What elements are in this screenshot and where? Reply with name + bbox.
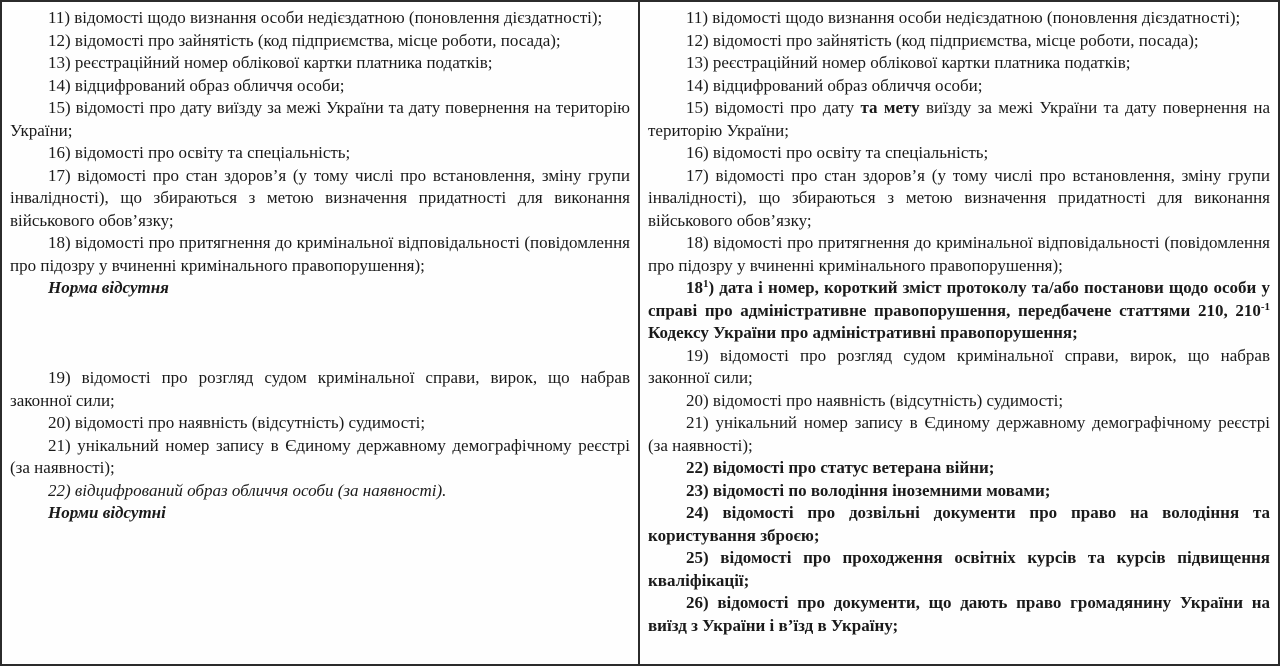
item-26 (648, 592, 1270, 637)
item-17 (10, 165, 630, 233)
item-16 (648, 142, 1270, 165)
item-21 (648, 412, 1270, 457)
text-run: 20) відомості про наявність (відсутність) судимості; (48, 413, 426, 432)
item-14 (648, 75, 1270, 98)
blank-space (10, 300, 630, 368)
text-run: 22) відомості про статус ветерана війни; (686, 458, 995, 477)
item-24 (648, 502, 1270, 547)
text-run: Норми відсутні (48, 503, 166, 522)
item-18 (648, 232, 1270, 277)
text-run: Норма відсутня (48, 278, 169, 297)
text-run: 16) відомості про освіту та спеціальність; (686, 143, 989, 162)
text-run: 18) відомості про притягнення до кримінальної відповідальності (повідомлення про підозру у вчиненні кримінального правопорушення); (10, 233, 630, 275)
left-column (2, 2, 640, 664)
text-run: 15) відомості про дату (686, 98, 861, 117)
item-16 (10, 142, 630, 165)
norms-absent-note (10, 502, 630, 525)
norm-absent-note (10, 277, 630, 300)
text-run: 19) відомості про розгляд судом кримінальної справи, вирок, що набрав законної сили; (10, 368, 630, 410)
item-19 (648, 345, 1270, 390)
right-column (640, 2, 1278, 664)
text-run: 12) відомості про зайнятість (код підприємства, місце роботи, посада); (686, 30, 1199, 50)
text-run: 12) відомості про зайнятість (код підприємства, місце роботи, посада); (48, 30, 561, 50)
item-11 (648, 7, 1270, 30)
text-run: Кодексу України про адміністративні правопорушення; (648, 323, 1078, 342)
text-run: 18 (686, 278, 703, 297)
text-run: 25) відомості про проходження освітніх курсів та курсів підвищення кваліфікації; (648, 548, 1270, 590)
text-run: 22) відцифрований образ обличчя особи (за наявності). (48, 480, 447, 500)
item-15 (648, 97, 1270, 142)
item-12 (648, 30, 1270, 53)
text-run: 16) відомості про освіту та спеціальність; (48, 143, 351, 162)
item-23 (648, 480, 1270, 503)
item-22 (10, 480, 630, 503)
text-run: та мету (860, 98, 920, 117)
text-run: 13) реєстраційний номер облікової картки платника податків; (48, 53, 493, 72)
item-25 (648, 547, 1270, 592)
item-17 (648, 165, 1270, 233)
item-12 (10, 30, 630, 53)
text-run: 1 (703, 278, 709, 290)
text-run: 11) відомості щодо визнання особи недієздатною (поновлення дієздатності); (48, 8, 603, 27)
text-run: 24) відомості про дозвільні документи про право на володіння та користування зброєю; (648, 503, 1270, 545)
text-run: 21) унікальний номер запису в Єдиному державному демографічному реєстрі (за наявності); (10, 435, 630, 477)
text-run: -1 (1260, 300, 1270, 313)
text-run: виїзду за межі України та дату повернення на територію України; (648, 98, 1270, 140)
item-15 (10, 97, 630, 142)
text-run: 21) унікальний номер запису в Єдиному державному демографічному реєстрі (за наявності); (648, 413, 1270, 455)
text-run: 26) відомості про документи, що дають право громадянину України на виїзд з України і в’їзд в Україну; (648, 593, 1270, 635)
item-22 (648, 457, 1270, 480)
item-13 (10, 52, 630, 75)
text-run: 14) відцифрований образ обличчя особи; (48, 75, 345, 95)
text-run: 14) відцифрований образ обличчя особи; (686, 75, 983, 95)
item-19 (10, 367, 630, 412)
text-run: 11) відомості щодо визнання особи недієздатною (поновлення дієздатності); (686, 8, 1241, 27)
text-run: 20) відомості про наявність (відсутність) судимості; (686, 390, 1064, 410)
item-21 (10, 435, 630, 480)
text-run: 19) відомості про розгляд судом кримінальної справи, вирок, що набрав законної сили; (648, 345, 1270, 387)
item-13 (648, 52, 1270, 75)
text-run: 18) відомості про притягнення до кримінальної відповідальності (повідомлення про підозру у вчиненні кримінального правопорушення); (648, 233, 1270, 275)
item-20 (648, 390, 1270, 413)
item-18-1 (648, 277, 1270, 345)
text-run: 17) відомості про стан здоров’я (у тому числі про встановлення, зміну групи інвалідності), що збираються з метою визначення придатності для виконання військового обов’язку; (10, 165, 630, 230)
text-run: 23) відомості по володіння іноземними мовами; (686, 480, 1051, 500)
item-18 (10, 232, 630, 277)
text-run: 15) відомості про дату виїзду за межі України та дату повернення на територію України; (10, 98, 630, 140)
item-20 (10, 412, 630, 435)
item-14 (10, 75, 630, 98)
text-run: 13) реєстраційний номер облікової картки платника податків; (686, 53, 1131, 72)
text-run: 17) відомості про стан здоров’я (у тому числі про встановлення, зміну групи інвалідності), що збираються з метою визначення придатності для виконання військового обов’язку; (648, 165, 1270, 230)
text-run: ) дата і номер, короткий зміст протоколу та/або постанови щодо особи у справі про адміністративне правопорушення, передбачене статтями 210, 210 (648, 278, 1270, 320)
item-11 (10, 7, 630, 30)
